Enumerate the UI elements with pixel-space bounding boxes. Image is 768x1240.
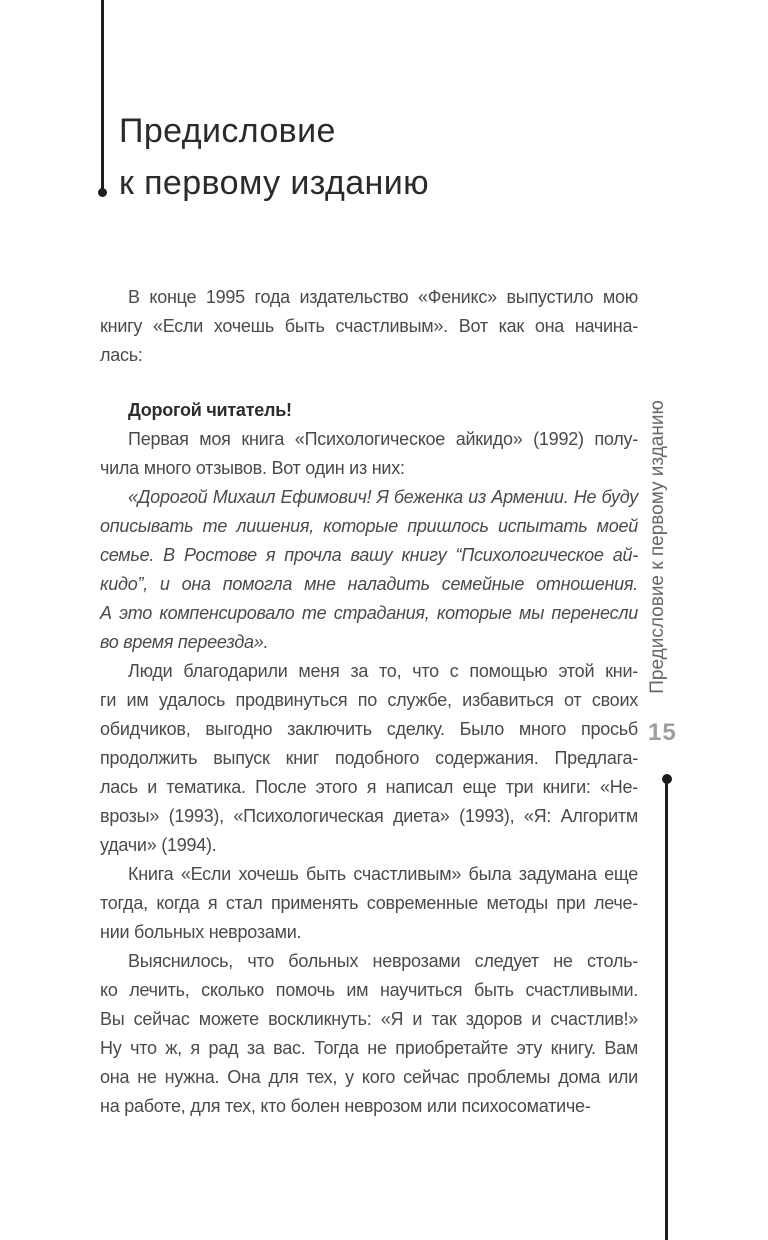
paragraph (100, 483, 638, 657)
margin-rule-line (665, 779, 668, 1240)
chapter-title (119, 105, 429, 209)
text-line: врозы» (1993), «Психологическая диета» (1993), «Я: Алгоритм (100, 806, 638, 826)
text-line: Книга «Если хочешь быть счастливым» была задумана еще (128, 864, 638, 884)
paragraph (100, 283, 638, 370)
text-line: Дорогой читатель! (128, 400, 292, 420)
text-line: «Дорогой Михаил Ефимович! Я беженка из Армении. Не буду (128, 487, 638, 507)
text-line: Вы сейчас можете воскликнуть: «Я и так здоров и счастлив!» (100, 1009, 638, 1029)
text-line: ги им удалось продвинуться по службе, избавиться от своих (100, 690, 638, 710)
text-line: продолжить выпуск книг подобного содержания. Предлага- (100, 748, 638, 768)
text-line: семье. В Ростове я прочла вашу книгу “Психологическое ай- (100, 545, 638, 565)
chapter-title-line1: Предисловие (119, 112, 336, 150)
vertical-running-head: Предисловие к первому изданию (647, 400, 668, 694)
text-line: тогда, когда я стал применять современные методы при лече- (100, 893, 638, 913)
paragraph (100, 657, 638, 860)
text-line: ко лечить, сколько помочь им научиться быть счастливыми. (100, 980, 638, 1000)
chapter-title-line2: к первому изданию (119, 164, 429, 202)
text-line: Выяснилось, что больных неврозами следует не столь- (128, 951, 638, 971)
text-line: Ну что ж, я рад за вас. Тогда не приобретайте эту книгу. Вам (100, 1038, 638, 1058)
text-line: А это компенсировало те страдания, которые мы перенесли (100, 603, 638, 623)
title-rule-dot (98, 188, 107, 197)
text-line: она не нужна. Она для тех, у кого сейчас проблемы дома или (100, 1067, 638, 1087)
text-line: кидо”, и она помогла мне наладить семейные отношения. (100, 574, 638, 594)
text-line: В конце 1995 года издательство «Феникс» выпустило мою (128, 287, 638, 307)
text-line: на работе, для тех, кто болен неврозом или психосоматиче- (100, 1096, 591, 1116)
paragraph (100, 860, 638, 947)
paragraph (100, 425, 638, 483)
text-line: книгу «Если хочешь быть счастливым». Вот как она начина- (100, 316, 638, 336)
text-line: чила много отзывов. Вот один из них: (100, 458, 405, 478)
text-line: Люди благодарили меня за то, что с помощью этой кни- (128, 661, 638, 681)
paragraph (100, 947, 638, 1121)
title-rule-line (101, 0, 104, 191)
text-line: описывать те лишения, которые пришлось испытать моей (100, 516, 638, 536)
margin-rule-dot (662, 774, 672, 784)
paragraph (100, 396, 638, 425)
text-line: лась и тематика. После этого я написал еще три книги: «Не- (100, 777, 638, 797)
text-line: удачи» (1994). (100, 835, 217, 855)
text-line: лась: (100, 345, 143, 365)
text-line: обидчиков, выгодно заключить сделку. Было много просьб (100, 719, 638, 739)
page-number: 15 (648, 719, 677, 746)
text-line: Первая моя книга «Психологическое айкидо» (1992) полу- (128, 429, 638, 449)
text-line: нии больных неврозами. (100, 922, 302, 942)
text-line: во время переезда». (100, 632, 269, 652)
body-text (100, 283, 638, 1121)
